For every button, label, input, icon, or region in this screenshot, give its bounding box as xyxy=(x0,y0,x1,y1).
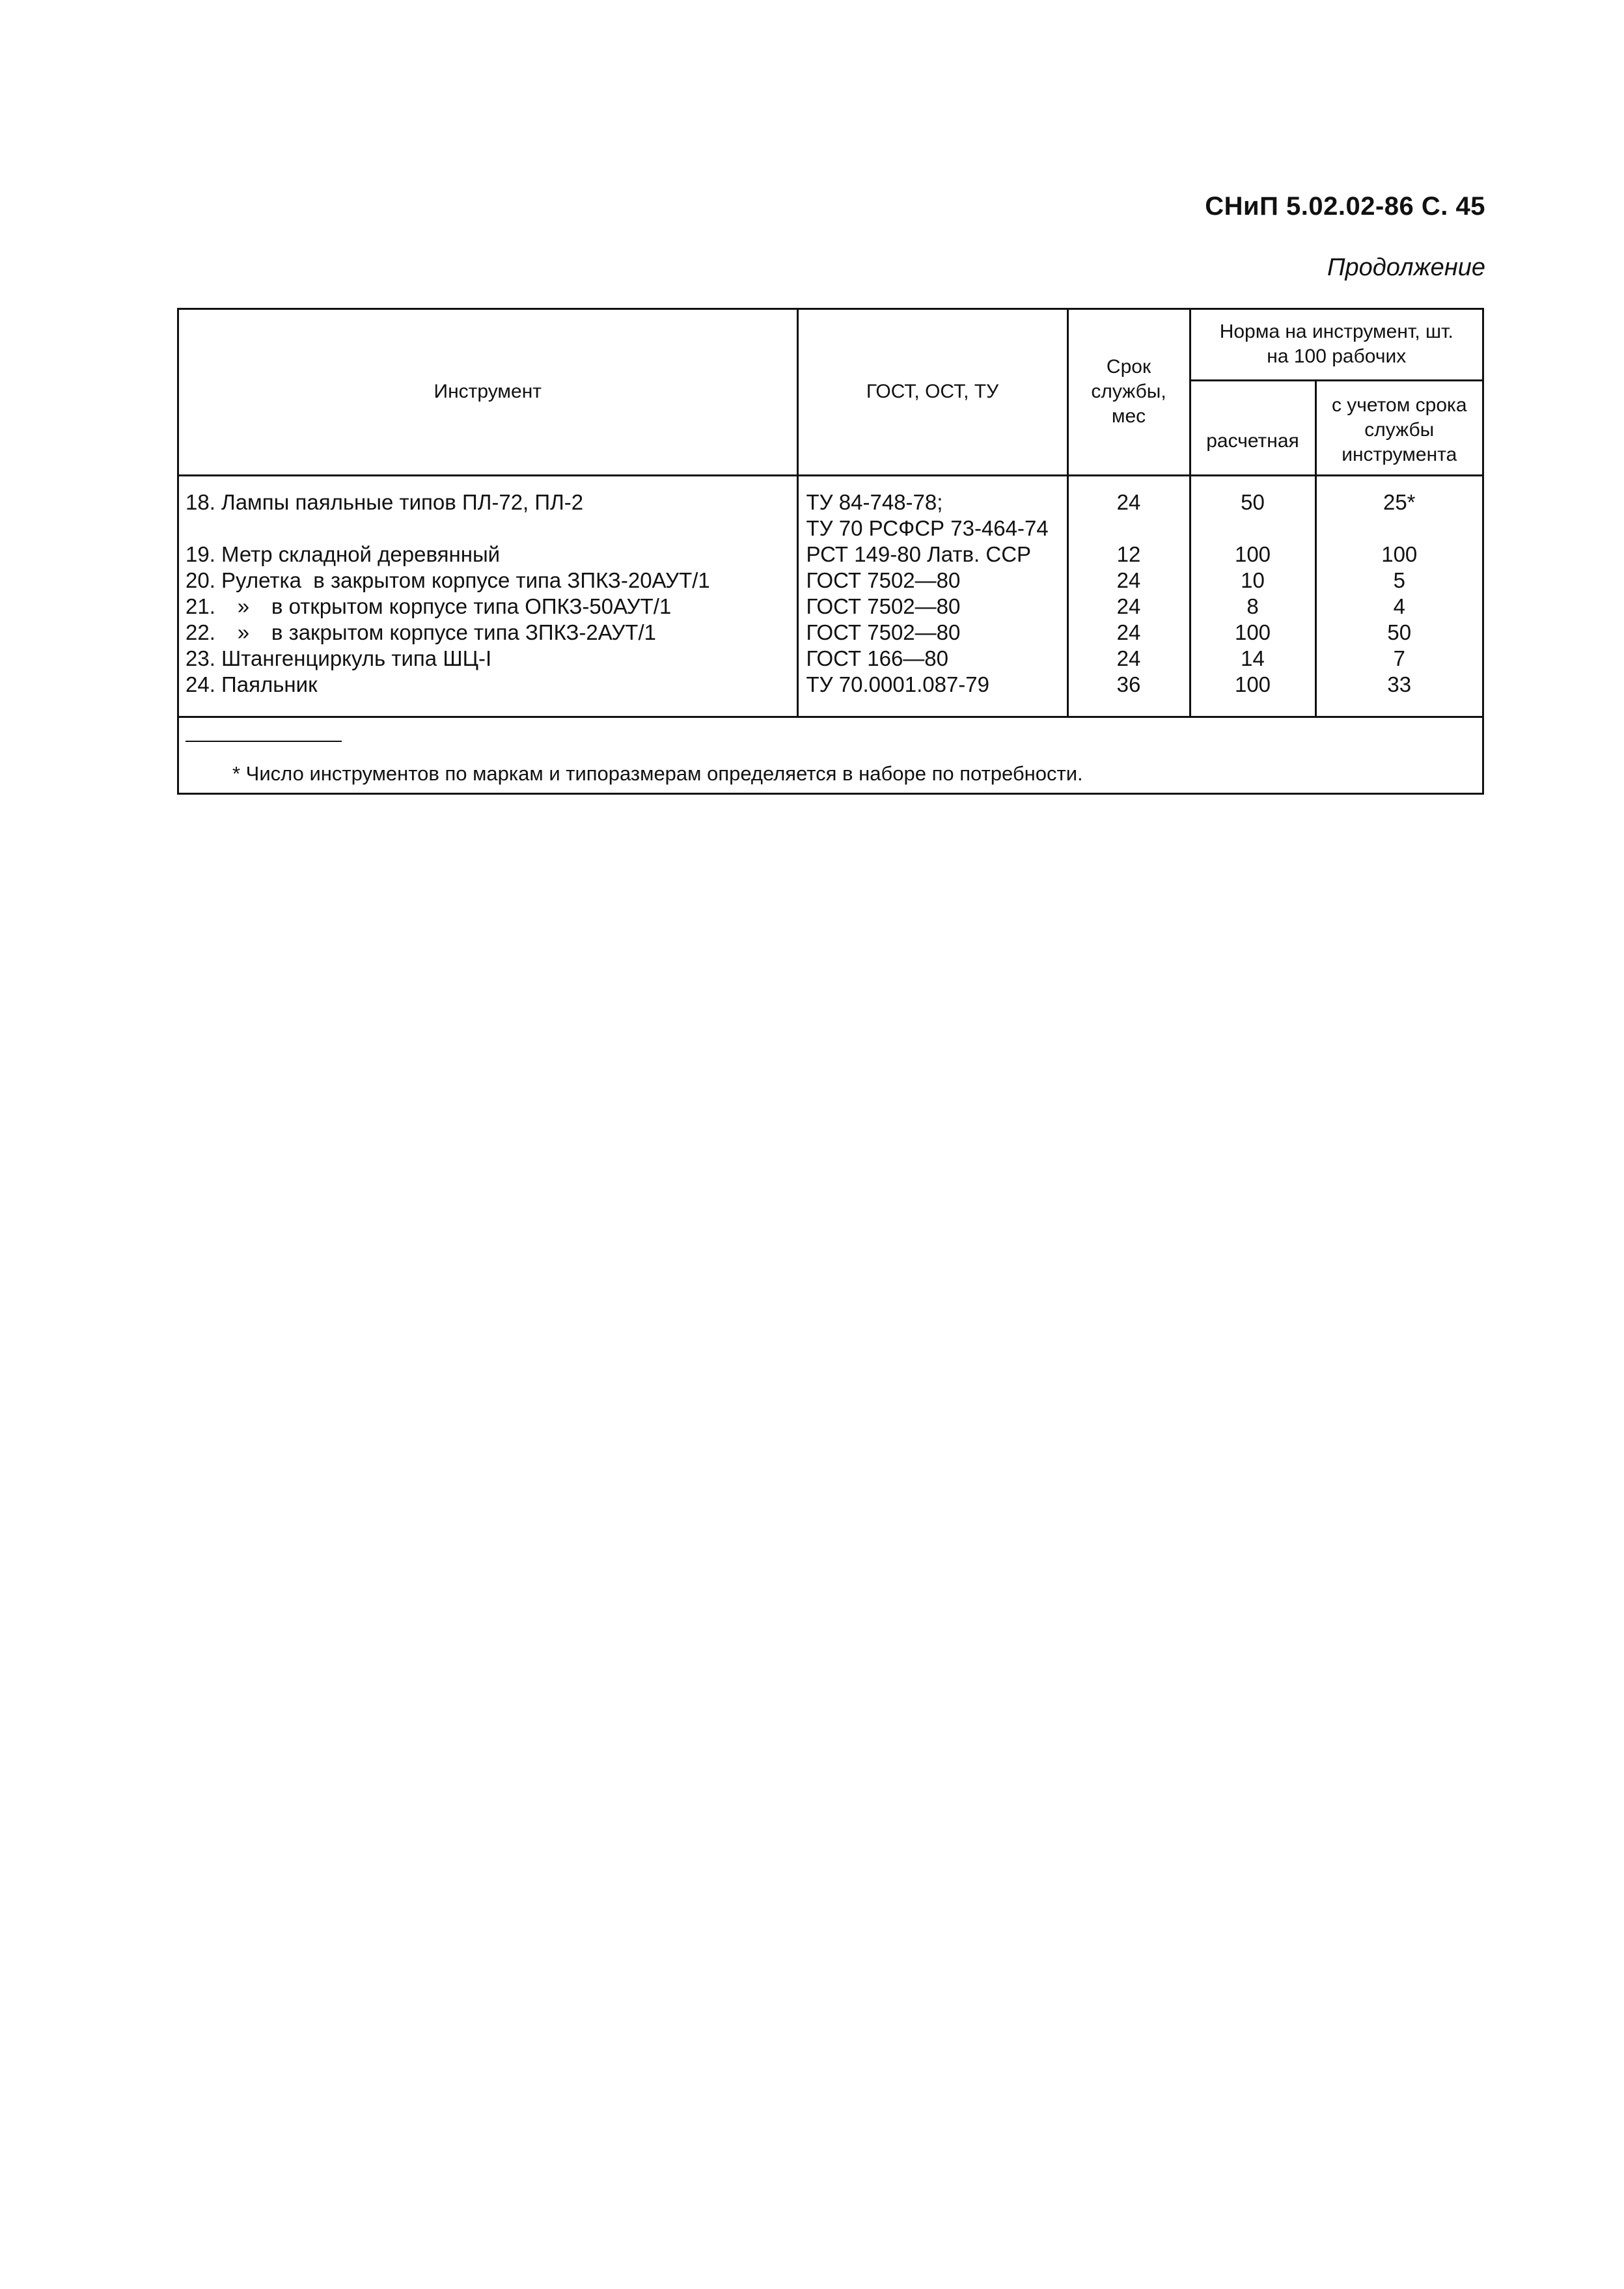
cell-service-life: 24 xyxy=(1067,646,1190,672)
continuation-label: Продолжение xyxy=(1327,254,1485,281)
col-header-instrument: Инструмент xyxy=(179,310,797,475)
cell-norm-with-life: 100 xyxy=(1315,541,1482,568)
cell-norm-with-life: 50 xyxy=(1315,620,1482,646)
col-header-gost: ГОСТ, ОСТ, ТУ xyxy=(797,310,1067,475)
cell-instrument: 23. Штангенциркуль типа ШЦ-I xyxy=(186,646,492,670)
cell-gost: ГОСТ 166—80 xyxy=(797,646,1067,672)
instrument-description: в открытом корпусе типа ОПКЗ-50АУТ/1 xyxy=(271,594,672,618)
cell-norm-with-life: 7 xyxy=(1315,646,1482,672)
ditto-mark: » xyxy=(237,620,250,644)
cell-instrument: 18. Лампы паяльные типов ПЛ-72, ПЛ-2 xyxy=(186,489,584,514)
cell-service-life: 24 xyxy=(1067,475,1190,541)
cell-gost xyxy=(797,475,1067,541)
cell-norm-calc: 8 xyxy=(1190,594,1315,620)
cell-norm-with-life: 33 xyxy=(1315,672,1482,716)
cell-norm-with-life: 25* xyxy=(1315,475,1482,541)
col-header-service-life: Срок службы, мес xyxy=(1067,310,1190,475)
table-row xyxy=(179,672,1482,716)
table-row xyxy=(179,620,1482,646)
cell-norm-calc: 50 xyxy=(1190,475,1315,541)
cell-norm-with-life: 5 xyxy=(1315,568,1482,594)
cell-gost: РСТ 149-80 Латв. ССР xyxy=(797,541,1067,568)
cell-instrument xyxy=(179,594,797,620)
ditto-mark: » xyxy=(237,594,250,618)
col-header-norm-group: Норма на инструмент, шт. на 100 рабочих xyxy=(1190,310,1482,380)
gost-line: ТУ 70 РСФСР 73-464-74 xyxy=(806,515,1049,540)
row-number: 21. xyxy=(186,594,215,618)
table-row xyxy=(179,541,1482,568)
gost-line: ТУ 84-748-78; xyxy=(806,489,943,514)
cell-instrument: 24. Паяльник xyxy=(186,672,318,696)
cell-norm-calc: 100 xyxy=(1190,620,1315,646)
cell-norm-calc: 10 xyxy=(1190,568,1315,594)
table-row xyxy=(179,568,1482,594)
table-row xyxy=(179,475,1482,541)
cell-gost: ТУ 70.0001.087-79 xyxy=(797,672,1067,716)
cell-service-life: 24 xyxy=(1067,568,1190,594)
cell-norm-with-life: 4 xyxy=(1315,594,1482,620)
cell-gost: ГОСТ 7502—80 xyxy=(797,594,1067,620)
cell-instrument: 19. Метр складной деревянный xyxy=(186,541,501,566)
tools-table-grid xyxy=(179,310,1482,716)
col-header-norm-with-life: с учетом срока службы инструмента xyxy=(1315,380,1482,475)
cell-service-life: 24 xyxy=(1067,594,1190,620)
col-header-norm-calc: расчетная xyxy=(1190,380,1315,475)
cell-service-life: 24 xyxy=(1067,620,1190,646)
footnote-divider xyxy=(186,741,342,742)
instrument-description: в закрытом корпусе типа ЗПКЗ-2АУТ/1 xyxy=(271,620,656,644)
cell-service-life: 36 xyxy=(1067,672,1190,716)
page-header: СНиП 5.02.02-86 С. 45 xyxy=(1205,192,1485,221)
cell-norm-calc: 14 xyxy=(1190,646,1315,672)
tools-table xyxy=(177,308,1484,795)
cell-norm-calc: 100 xyxy=(1190,672,1315,716)
cell-instrument: 20. Рулетка в закрытом корпусе типа ЗПКЗ-20АУТ/1 xyxy=(186,568,710,592)
footnote-section xyxy=(179,716,1482,822)
cell-gost: ГОСТ 7502—80 xyxy=(797,568,1067,594)
cell-norm-calc: 100 xyxy=(1190,541,1315,568)
table-row xyxy=(179,646,1482,672)
cell-instrument xyxy=(179,620,797,646)
footnote: * Число инструментов по маркам и типоразмерам определяется в наборе по потребности. xyxy=(232,761,1083,785)
cell-service-life: 12 xyxy=(1067,541,1190,568)
cell-gost: ГОСТ 7502—80 xyxy=(797,620,1067,646)
row-number: 22. xyxy=(186,620,215,644)
table-row xyxy=(179,594,1482,620)
